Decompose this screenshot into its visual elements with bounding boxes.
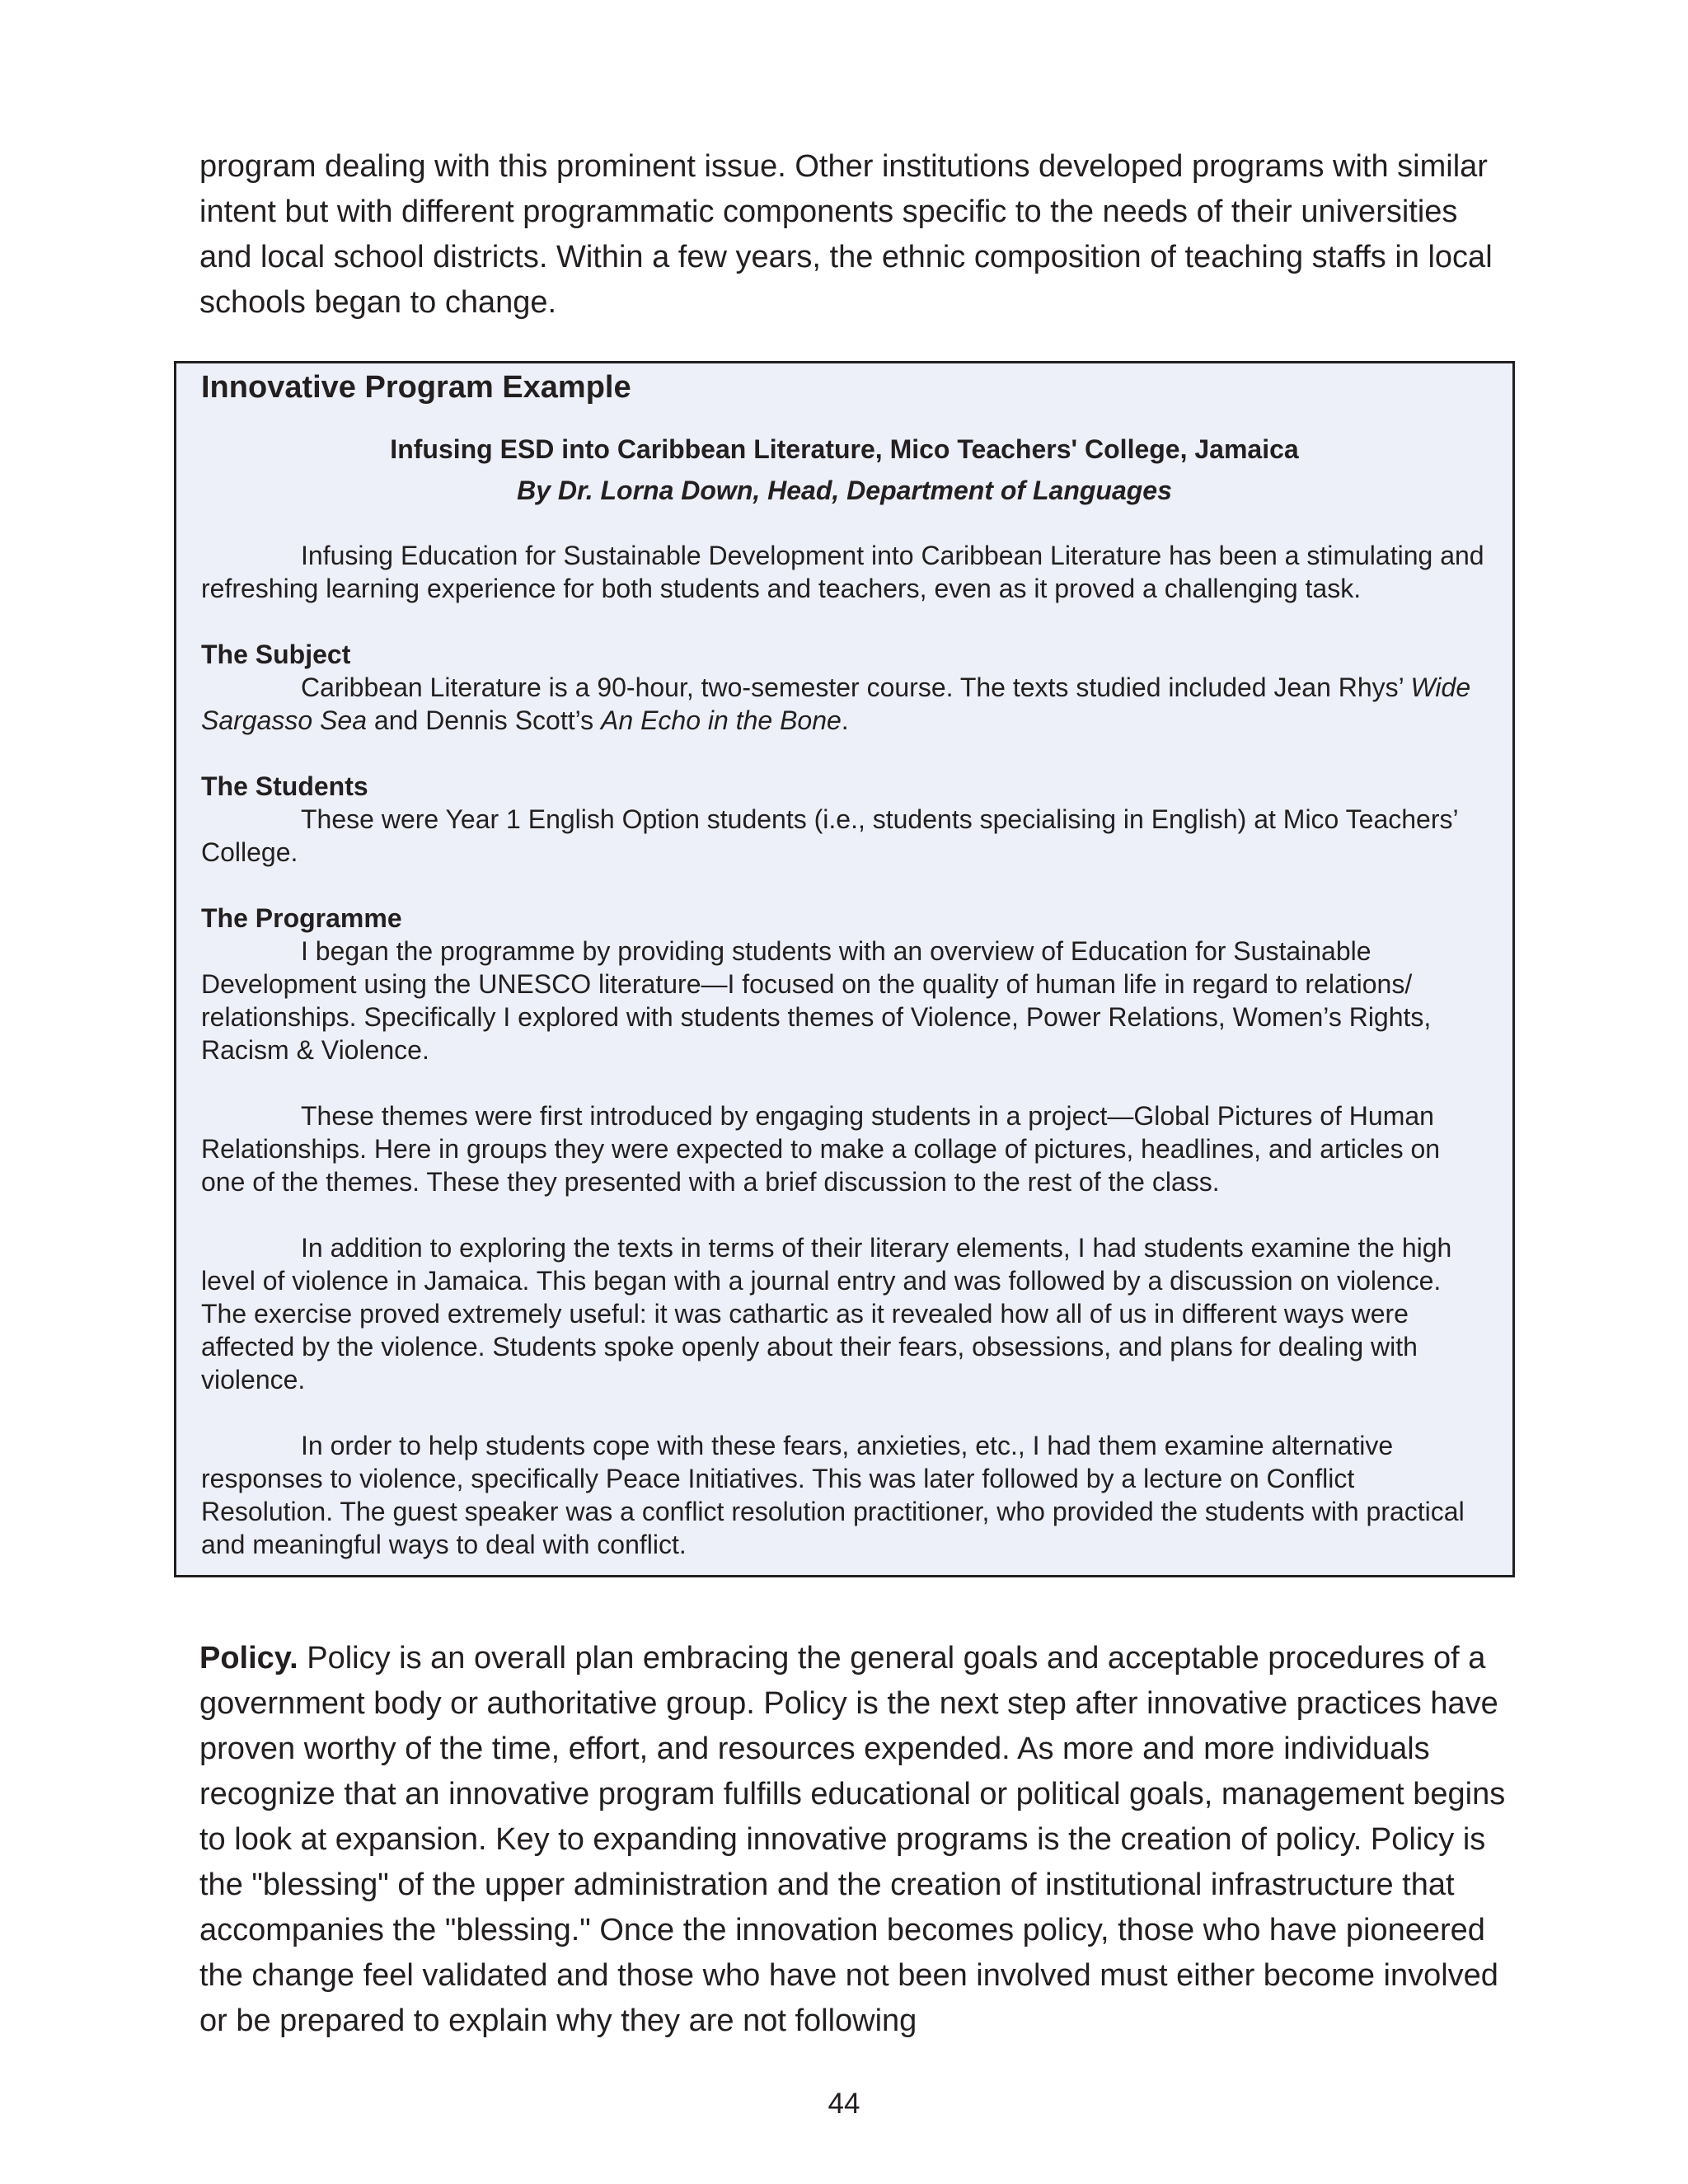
book-title-echo-in-the-bone: An Echo in the Bone [601, 705, 842, 735]
innovative-program-box [174, 361, 1515, 1577]
programme-paragraph: I began the programme by providing students with an overview of Education for Sustainable Development using the UNESCO literature—I focused on the quality of human life in regard to relations/ relationships. Specifically I explored with students themes of Violence, Power Relations, Women’s Rights, Racism & Violence. [201, 936, 1432, 1065]
policy-lead: Policy. [199, 1641, 298, 1675]
box-heading: Innovative Program Example [201, 370, 631, 405]
page-number: 44 [828, 2088, 860, 2120]
programme-paragraph: In order to help students cope with these fears, anxieties, etc., I had them examine alternative responses to violence, specifically Peace Initiatives. This was later followed by a lecture on Conflict Resolution. The guest speaker was a conflict resolution practitioner, who provided the students with practical and meaningful ways to deal with conflict. [201, 1431, 1465, 1559]
policy-paragraph [199, 1636, 1510, 2044]
subject-text-part-3: . [841, 705, 849, 735]
subject-text-part-2: and Dennis Scott’s [367, 705, 602, 735]
box-opening-paragraph: Infusing Education for Sustainable Development into Caribbean Literature has been a stimulating and refreshing learning experience for both students and teachers, even as it proved a challenging task. [201, 541, 1484, 603]
programme-paragraph: These themes were first introduced by engaging students in a project—Global Pictures of Human Relationships. Here in groups they were expected to make a collage of pictures, headlines, and articles on one of the themes. These they presented with a brief discussion to the rest of the class. [201, 1101, 1441, 1197]
students-text: These were Year 1 English Option students (i.e., students specialising in English) at Mico Teachers’ College. [201, 804, 1458, 867]
students-section [201, 770, 1488, 869]
subject-text-part-1: Caribbean Literature is a 90-hour, two-semester course. The texts studied included Jean Rhys’ [301, 673, 1411, 702]
policy-text: Policy is an overall plan embracing the general goals and acceptable procedures of a government body or authoritative group. Policy is the next step after innovative practices have proven worthy of the time, effort, and resources expended. As more and more individuals recognize that an innovative program fulfills educational or political goals, management begins to look at expansion. Key to expanding innovative programs is the creation of policy. Policy is the "blessing" of the upper administration and the creation of institutional infrastructure that accompanies the "blessing." Once the innovation becomes policy, those who have pioneered the change feel validated and those who have not been involved must either become involved or be prepared to explain why they are not following [199, 1641, 1506, 2038]
intro-paragraph: program dealing with this prominent issue. Other institutions developed programs with similar intent but with different programmatic components specific to the needs of their universities and local school districts. Within a few years, the ethnic composition of teaching staffs in local schools began to change. [199, 149, 1493, 320]
subject-text [201, 671, 1488, 737]
book-title-wide-sargasso-sea: Wide Sargasso Sea [201, 673, 1471, 735]
box-title: Infusing ESD into Caribbean Literature, Mico Teachers' College, Jamaica [390, 434, 1299, 464]
box-byline: By Dr. Lorna Down, Head, Department of Languages [517, 476, 1172, 505]
students-heading: The Students [201, 771, 368, 801]
programme-heading: The Programme [201, 903, 402, 933]
programme-paragraph: In addition to exploring the texts in terms of their literary elements, I had students examine the high level of violence in Jamaica. This began with a journal entry and was followed by a discussion on violence. The exercise proved extremely useful: it was cathartic as it revealed how all of us in different ways were affected by the violence. Students spoke openly about their fears, obsessions, and plans for dealing with violence. [201, 1233, 1452, 1394]
programme-section [201, 902, 1488, 1066]
subject-heading: The Subject [201, 640, 351, 669]
subject-section [201, 638, 1488, 737]
